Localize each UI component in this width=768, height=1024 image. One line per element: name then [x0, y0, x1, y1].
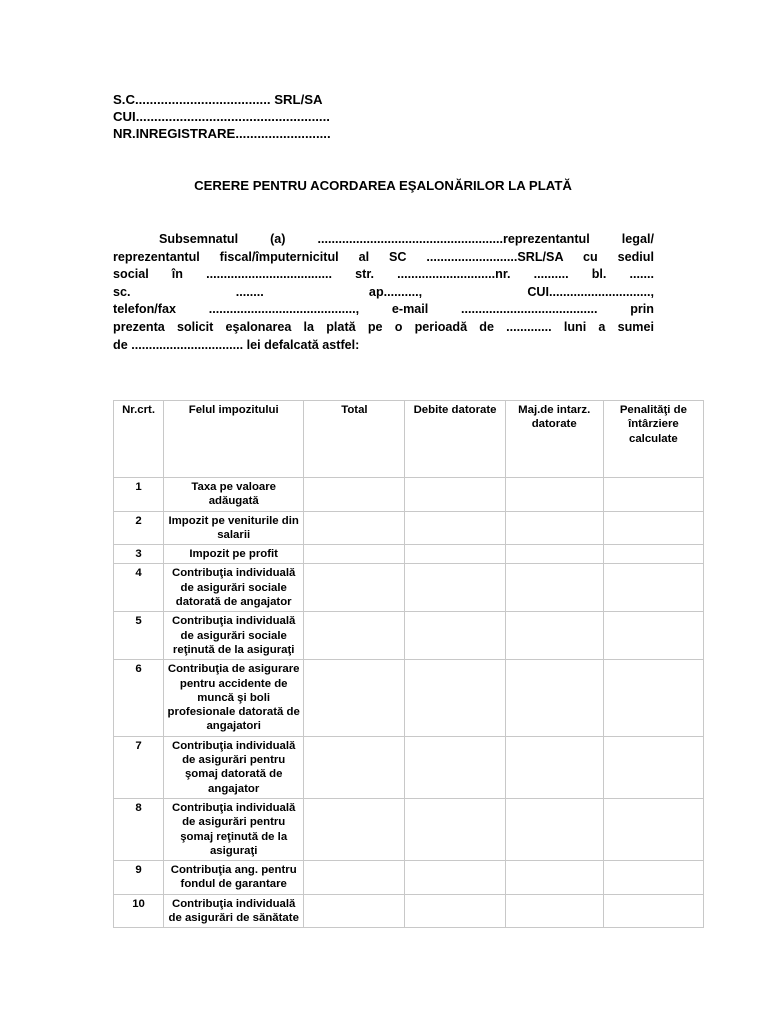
row-nr-cell: 10 — [114, 894, 164, 928]
table-row — [114, 612, 704, 660]
paragraph-line: Subsemnatul (a) .....................................................reprezentantul legal/ — [159, 232, 654, 246]
row-penalitati-cell — [603, 894, 703, 928]
table-row — [114, 564, 704, 612]
row-total-cell — [304, 478, 405, 512]
row-felul-cell: Taxa pe valoare adăugată — [164, 478, 304, 512]
row-penalitati-cell — [603, 564, 703, 612]
row-debite-cell — [405, 798, 505, 860]
row-nr-cell: 4 — [114, 564, 164, 612]
row-majorari-cell — [505, 660, 603, 736]
row-majorari-cell — [505, 545, 603, 564]
document-title: CERERE PENTRU ACORDAREA EŞALONĂRILOR LA PLATĂ — [194, 178, 572, 193]
row-nr-cell: 8 — [114, 798, 164, 860]
row-majorari-cell — [505, 564, 603, 612]
row-majorari-cell — [505, 798, 603, 860]
row-penalitati-cell — [603, 478, 703, 512]
header-penalitati: Penalităţi de întârziere calculate — [603, 401, 703, 478]
table-row — [114, 894, 704, 928]
row-nr-cell: 2 — [114, 511, 164, 545]
cui-line: CUI..................................................... — [113, 109, 330, 124]
row-debite-cell — [405, 660, 505, 736]
row-felul-cell: Contribuţia individuală de asigurări pentru şomaj datorată de angajator — [164, 736, 304, 798]
paragraph-line: prezenta solicit eşalonarea la plată pe o perioadă de ............. luni a sumei — [113, 319, 654, 334]
row-debite-cell — [405, 612, 505, 660]
row-majorari-cell — [505, 894, 603, 928]
row-penalitati-cell — [603, 511, 703, 545]
row-felul-cell: Contribuţia ang. pentru fondul de garantare — [164, 861, 304, 895]
header-debite-datorate: Debite datorate — [405, 401, 505, 478]
row-nr-cell: 1 — [114, 478, 164, 512]
row-penalitati-cell — [603, 798, 703, 860]
row-penalitati-cell — [603, 736, 703, 798]
table-header-row — [114, 401, 704, 478]
row-total-cell — [304, 861, 405, 895]
row-total-cell — [304, 736, 405, 798]
row-debite-cell — [405, 564, 505, 612]
table-row — [114, 545, 704, 564]
row-total-cell — [304, 660, 405, 736]
row-penalitati-cell — [603, 660, 703, 736]
row-nr-cell: 7 — [114, 736, 164, 798]
table-row — [114, 511, 704, 545]
row-majorari-cell — [505, 861, 603, 895]
row-total-cell — [304, 798, 405, 860]
row-felul-cell: Contribuţia de asigurare pentru accidente de muncă şi boli profesionale datorată de angajatori — [164, 660, 304, 736]
row-debite-cell — [405, 545, 505, 564]
row-felul-cell: Contribuţia individuală de asigurări sociale reţinută de la asiguraţi — [164, 612, 304, 660]
request-paragraph — [113, 231, 654, 354]
row-nr-cell: 3 — [114, 545, 164, 564]
table-row — [114, 798, 704, 860]
row-felul-cell: Impozit pe profit — [164, 545, 304, 564]
row-felul-cell: Contribuţia individuală de asigurări pentru şomaj reţinută de la asiguraţi — [164, 798, 304, 860]
row-nr-cell: 6 — [114, 660, 164, 736]
header-total: Total — [304, 401, 405, 478]
row-majorari-cell — [505, 478, 603, 512]
row-debite-cell — [405, 861, 505, 895]
row-nr-cell: 9 — [114, 861, 164, 895]
header-nr-crt: Nr.crt. — [114, 401, 164, 478]
table-row — [114, 736, 704, 798]
paragraph-line: social în .................................... str. ............................nr. .......... bl. ....... — [113, 267, 654, 282]
row-debite-cell — [405, 511, 505, 545]
table-row — [114, 478, 704, 512]
table-row — [114, 861, 704, 895]
row-felul-cell: Impozit pe veniturile din salarii — [164, 511, 304, 545]
row-total-cell — [304, 511, 405, 545]
company-header — [113, 91, 331, 142]
row-debite-cell — [405, 736, 505, 798]
paragraph-line: telefon/fax .........................................., e-mail ....................................... prin — [113, 302, 654, 317]
row-penalitati-cell — [603, 612, 703, 660]
table-body — [114, 478, 704, 928]
table-row — [114, 660, 704, 736]
row-nr-cell: 5 — [114, 612, 164, 660]
company-name-line: S.C..................................... SRL/SA — [113, 92, 323, 107]
row-felul-cell: Contribuţia individuală de asigurări sociale datorată de angajator — [164, 564, 304, 612]
row-total-cell — [304, 612, 405, 660]
row-total-cell — [304, 545, 405, 564]
row-penalitati-cell — [603, 545, 703, 564]
row-majorari-cell — [505, 736, 603, 798]
row-total-cell — [304, 894, 405, 928]
header-felul-impozitului: Felul impozitului — [164, 401, 304, 478]
row-felul-cell: Contribuţia individuală de asigurări de sănătate — [164, 894, 304, 928]
tax-table — [113, 400, 704, 928]
row-penalitati-cell — [603, 861, 703, 895]
paragraph-line: sc. ........ ap.........., CUI............................., — [113, 284, 654, 299]
registration-number-line: NR.INREGISTRARE.......................... — [113, 126, 331, 141]
row-majorari-cell — [505, 612, 603, 660]
row-total-cell — [304, 564, 405, 612]
header-majorari: Maj.de intarz. datorate — [505, 401, 603, 478]
paragraph-line: de ................................ lei defalcată astfel: — [113, 337, 360, 352]
row-majorari-cell — [505, 511, 603, 545]
paragraph-line: reprezentantul fiscal/împuternicitul al SC ..........................SRL/SA cu sediul — [113, 249, 654, 264]
row-debite-cell — [405, 478, 505, 512]
row-debite-cell — [405, 894, 505, 928]
